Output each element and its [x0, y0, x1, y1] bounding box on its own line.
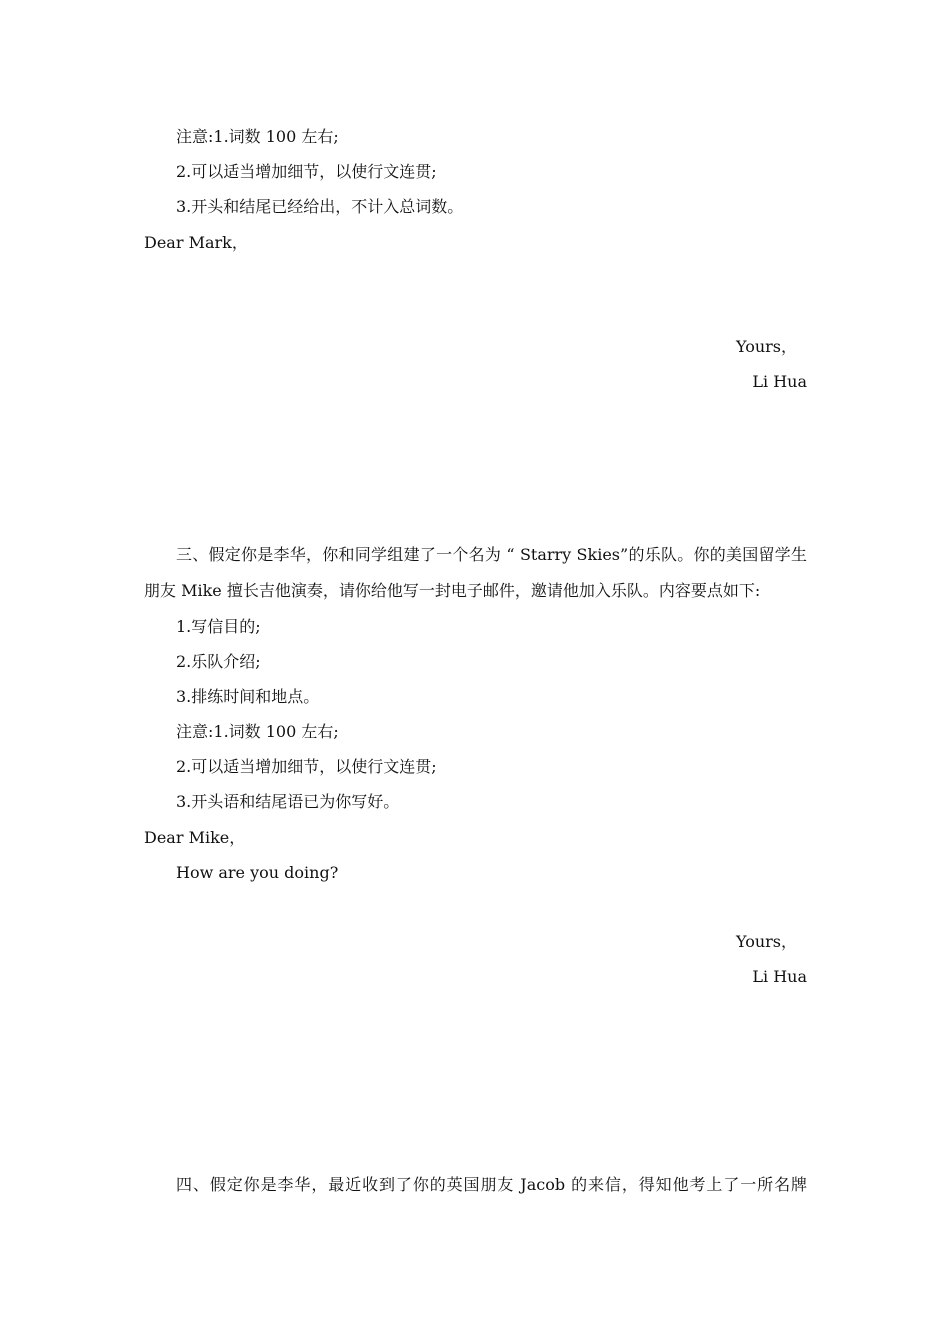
s3-point-1: 1.写信目的; — [176, 617, 261, 636]
s3-point-3: 3.排练时间和地点。 — [176, 687, 320, 706]
s3-prompt-line-2: 朋友 Mike 擅长吉他演奏，请你给他写一封电子邮件，邀请他加入乐队。内容要点如下: — [144, 581, 761, 600]
s2-signature: Li Hua — [752, 372, 807, 391]
s4-prompt-line-1: 四、假定你是李华，最近收到了你的英国朋友 Jacob 的来信，得知他考上了一所名牌 — [176, 1175, 807, 1194]
s3-prompt-line-1: 三、假定你是李华，你和同学组建了一个名为 “ Starry Skies”的乐队。你的美国留学生 — [176, 545, 807, 564]
s3-salutation: Dear Mike， — [144, 828, 246, 847]
s3-note-2: 2.可以适当增加细节，以使行文连贯; — [176, 757, 437, 776]
s2-note-1: 注意:1.词数 100 左右; — [176, 127, 339, 146]
s3-note-3: 3.开头语和结尾语已为你写好。 — [176, 792, 400, 811]
s3-opening: How are you doing? — [176, 863, 339, 882]
s3-note-1: 注意:1.词数 100 左右; — [176, 722, 339, 741]
s3-point-2: 2.乐队介绍; — [176, 652, 261, 671]
s2-closing: Yours， — [736, 337, 797, 356]
s3-closing: Yours， — [736, 932, 797, 951]
s3-signature: Li Hua — [752, 967, 807, 986]
s2-note-3: 3.开头和结尾已经给出，不计入总词数。 — [176, 197, 464, 216]
s2-note-2: 2.可以适当增加细节，以使行文连贯; — [176, 162, 437, 181]
s2-salutation: Dear Mark， — [144, 233, 248, 252]
